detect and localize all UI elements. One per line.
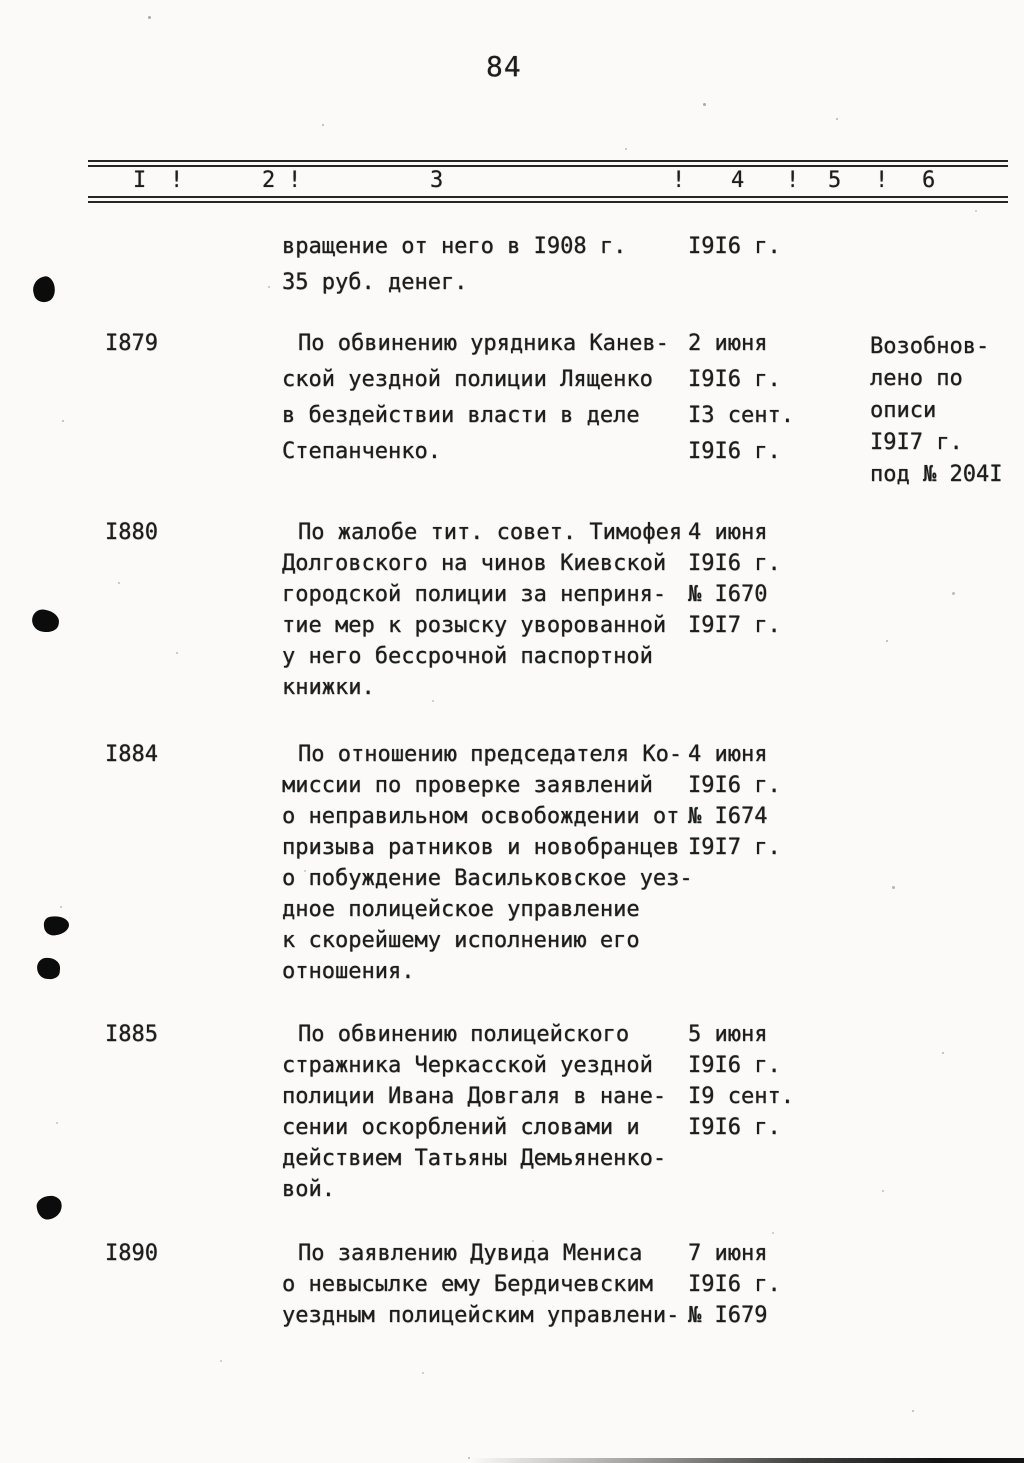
ink-blot xyxy=(35,1194,64,1222)
noise-speck xyxy=(912,1410,914,1412)
date-line: 7 июня xyxy=(688,1241,768,1266)
column-header-3: 3 xyxy=(430,168,444,193)
ink-blot xyxy=(30,608,60,634)
description-line: полиции Ивана Довгаля в нане- xyxy=(282,1084,667,1109)
date-line: I9I6 г. xyxy=(688,1115,781,1140)
date-line: I9I6 г. xyxy=(688,551,781,576)
description-line: Степанченко. xyxy=(282,439,441,464)
noise-speck xyxy=(432,700,434,702)
ink-blot xyxy=(43,914,70,936)
description-line: стражника Черкасской уездной xyxy=(282,1053,653,1078)
noise-speck xyxy=(304,870,306,872)
date-line: № I670 xyxy=(688,582,768,607)
column-header-6: 6 xyxy=(922,168,936,193)
noise-speck xyxy=(892,886,895,889)
date-line: I9 сент. xyxy=(688,1084,794,1109)
column-separator: ! xyxy=(288,168,302,193)
description-line: Долговского на чинов Киевской xyxy=(282,551,667,576)
entry-number: I884 xyxy=(105,742,158,767)
column-separator: ! xyxy=(672,168,686,193)
description-line: книжки. xyxy=(282,675,375,700)
noise-speck xyxy=(882,1190,884,1192)
description-line: о невысылке ему Бердичевским xyxy=(282,1272,653,1297)
noise-speck xyxy=(268,286,270,288)
date-line: I9I6 г. xyxy=(688,773,781,798)
column-header-4: 4 xyxy=(731,168,745,193)
description-line: вращение от него в I908 г. xyxy=(282,234,627,259)
description-line: у него бессрочной паспортной xyxy=(282,644,653,669)
entry-number: I890 xyxy=(105,1241,158,1266)
note-line: Возобнов- xyxy=(870,334,990,359)
description-line: По отношению председателя Ко- xyxy=(298,742,683,767)
description-line: По жалобе тит. совет. Тимофея xyxy=(298,520,683,545)
description-line: действием Татьяны Демьяненко- xyxy=(282,1146,667,1171)
note-line: лено по xyxy=(870,366,963,391)
date-line: I9I6 г. xyxy=(688,439,781,464)
noise-speck xyxy=(60,906,62,908)
entry-number: I885 xyxy=(105,1022,158,1047)
date-line: I3 сент. xyxy=(688,403,794,428)
noise-speck xyxy=(772,1232,774,1234)
table-header-bottom-rule xyxy=(88,196,1008,203)
description-line: уездным полицейским управлени- xyxy=(282,1303,680,1328)
description-line: призыва ратников и новобранцев xyxy=(282,835,680,860)
column-header-2: 2 xyxy=(262,168,276,193)
note-line: под № 204I xyxy=(870,462,1003,487)
date-line: № I679 xyxy=(688,1303,768,1328)
description-line: о побуждение Васильковское уез- xyxy=(282,866,693,891)
noise-speck xyxy=(952,592,955,595)
description-line: отношения. xyxy=(282,959,415,984)
noise-speck xyxy=(422,1372,424,1374)
noise-speck xyxy=(118,582,120,584)
scan-edge-shadow xyxy=(470,1458,1024,1463)
noise-speck xyxy=(942,1052,944,1054)
description-line: дное полицейское управление xyxy=(282,897,640,922)
date-line: I9I6 г. xyxy=(688,234,781,259)
entry-number: I879 xyxy=(105,331,158,356)
noise-speck xyxy=(56,1122,58,1124)
ink-blot xyxy=(30,275,58,305)
noise-speck xyxy=(220,1360,222,1362)
noise-speck xyxy=(62,420,64,422)
noise-speck xyxy=(148,16,151,19)
description-line: сении оскорблений словами и xyxy=(282,1115,640,1140)
noise-speck xyxy=(322,124,324,126)
description-line: По обвинению урядника Канев- xyxy=(298,331,669,356)
description-line: По заявлению Дувида Мениса xyxy=(298,1241,643,1266)
date-line: I9I6 г. xyxy=(688,367,781,392)
date-line: 2 июня xyxy=(688,331,768,356)
date-line: 4 июня xyxy=(688,520,768,545)
description-line: в бездействии власти в деле xyxy=(282,403,640,428)
description-line: ской уездной полиции Лященко xyxy=(282,367,653,392)
column-separator: ! xyxy=(875,168,889,193)
description-line: о неправильном освобождении от xyxy=(282,804,680,829)
noise-speck xyxy=(975,210,977,212)
page-number: 84 xyxy=(486,50,522,83)
description-line: миссии по проверке заявлений xyxy=(282,773,653,798)
note-line: описи xyxy=(870,398,937,423)
date-line: № I674 xyxy=(688,804,768,829)
noise-speck xyxy=(886,640,888,642)
column-separator: ! xyxy=(786,168,800,193)
noise-speck xyxy=(625,148,627,150)
date-line: I9I7 г. xyxy=(688,613,781,638)
column-header-I: I xyxy=(133,168,147,193)
description-line: к скорейшему исполнению его xyxy=(282,928,640,953)
column-header-5: 5 xyxy=(828,168,842,193)
description-line: вой. xyxy=(282,1177,335,1202)
date-line: 4 июня xyxy=(688,742,768,767)
noise-speck xyxy=(836,118,838,120)
description-line: По обвинению полицейского xyxy=(298,1022,630,1047)
ink-blot xyxy=(36,957,61,980)
noise-speck xyxy=(532,1240,534,1242)
noise-speck xyxy=(703,103,706,106)
date-line: I9I6 г. xyxy=(688,1053,781,1078)
date-line: 5 июня xyxy=(688,1022,768,1047)
description-line: тие мер к розыску уворованной xyxy=(282,613,667,638)
date-line: I9I6 г. xyxy=(688,1272,781,1297)
table-header-top-rule xyxy=(88,160,1008,167)
date-line: I9I7 г. xyxy=(688,835,781,860)
description-line: 35 руб. денег. xyxy=(282,270,468,295)
description-line: городской полиции за неприня- xyxy=(282,582,667,607)
note-line: I9I7 г. xyxy=(870,430,963,455)
entry-number: I880 xyxy=(105,520,158,545)
noise-speck xyxy=(176,652,178,654)
column-separator: ! xyxy=(170,168,184,193)
